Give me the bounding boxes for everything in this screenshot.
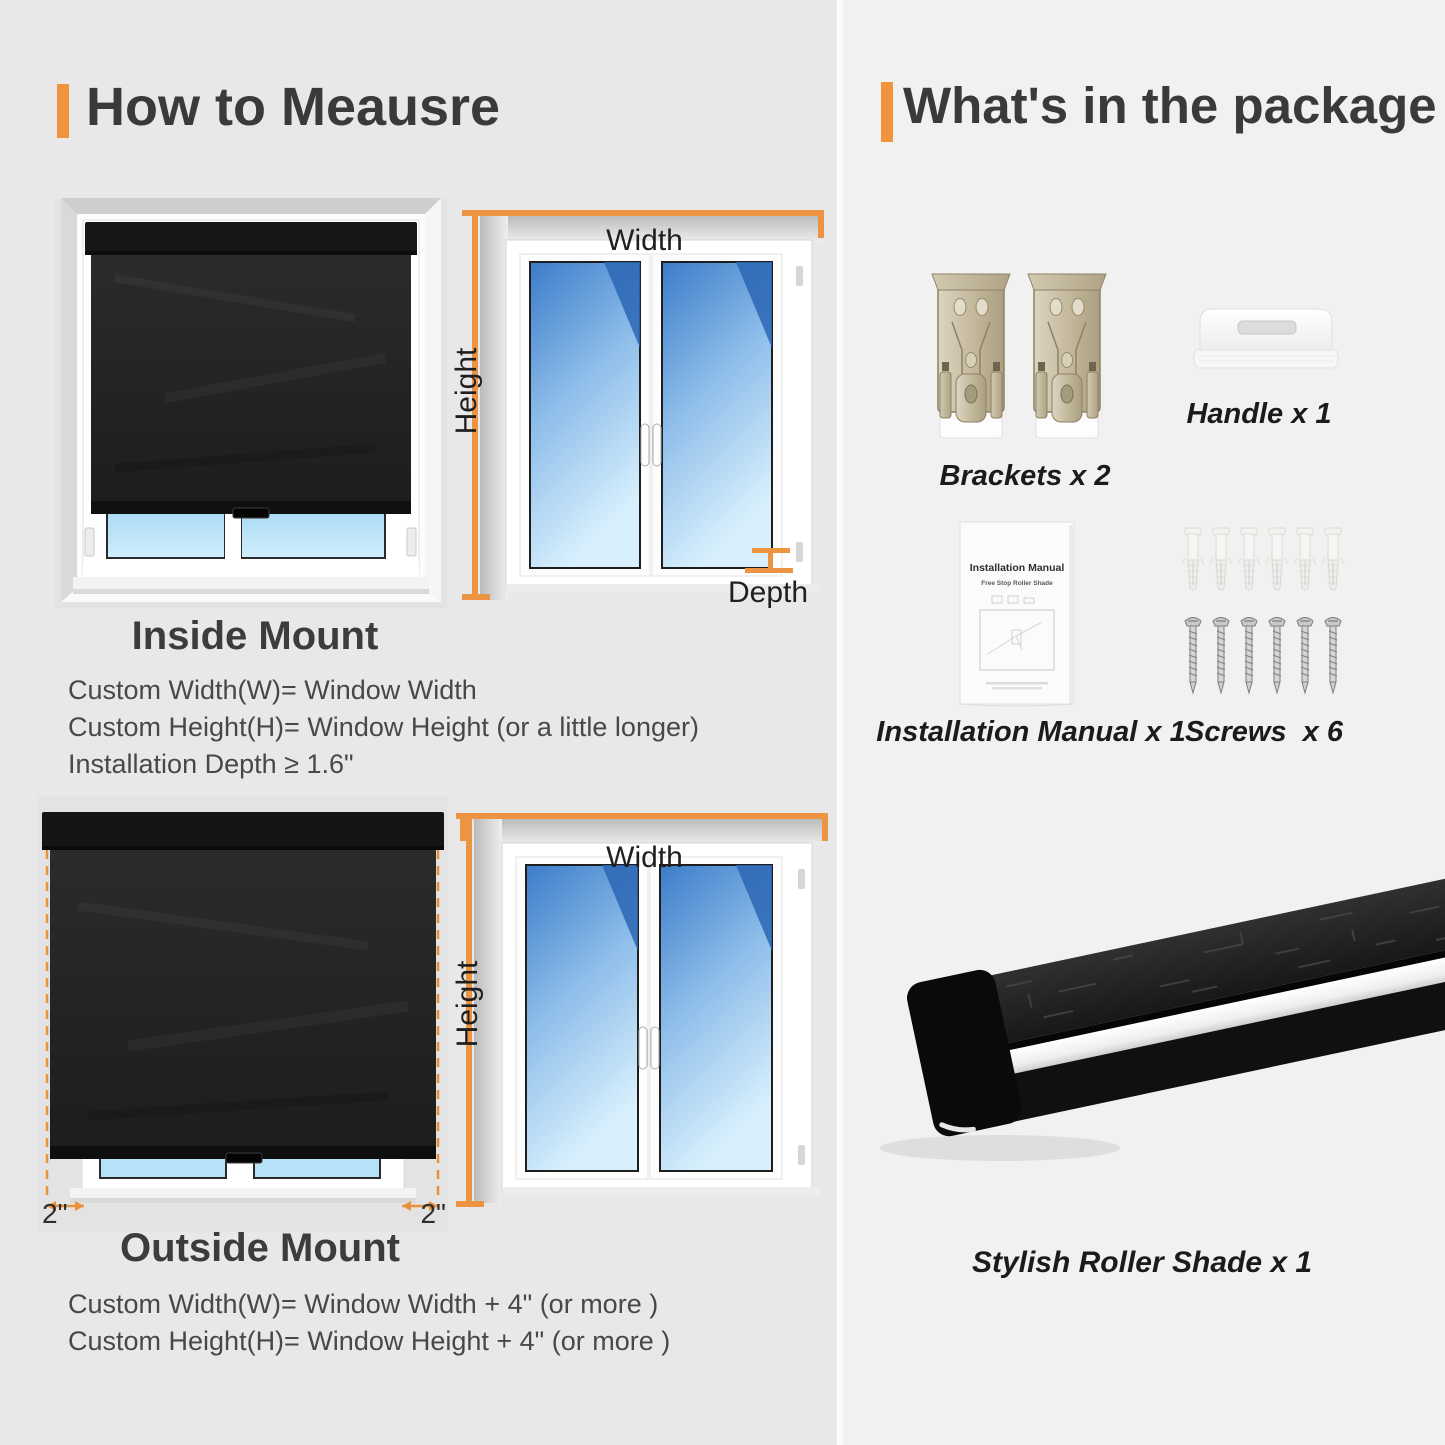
right-section-title: What's in the package [903, 77, 1437, 134]
brackets-image [930, 270, 1110, 448]
height-label: Height [451, 960, 484, 1048]
outside-mount-diagram [452, 795, 837, 1225]
shade-label: Stylish Roller Shade x 1 [971, 1246, 1313, 1279]
left-title-accent-bar [57, 84, 69, 138]
screws-image [1178, 524, 1348, 696]
outside-mount-heading: Outside Mount [120, 1226, 400, 1270]
outside-line-1: Custom Width(W)= Window Width + 4" (or more ) [68, 1289, 659, 1319]
inside-mount-heading: Inside Mount [131, 614, 379, 658]
inside-mount-illustration [55, 198, 447, 608]
roller-shade-illustration [865, 872, 1445, 1184]
width-label: Width [606, 224, 683, 257]
manual-cover-subtitle: Free Stop Roller Shade [981, 580, 1053, 587]
right-title-accent-bar [881, 82, 893, 142]
manual-label: Installation Manual x 1 [876, 716, 1186, 748]
inside-line-1: Custom Width(W)= Window Width [68, 675, 477, 705]
brackets-illustration [930, 270, 1110, 448]
handle-image [1186, 300, 1346, 390]
inside-mount-instructions [68, 672, 699, 783]
screws-label: Screws x 6 [1185, 716, 1343, 748]
outside-line-2: Custom Height(H)= Window Height + 4" (or more ) [68, 1326, 671, 1356]
height-label: Height [450, 347, 483, 435]
screws-illustration [1178, 524, 1348, 696]
inside-line-3: Installation Depth ≥ 1.6" [68, 749, 354, 779]
width-label: Width [606, 841, 683, 874]
brackets-label: Brackets x 2 [939, 460, 1111, 492]
roller-shade-image [865, 872, 1445, 1184]
overhang-right-label: 2" [420, 1198, 446, 1229]
manual-cover-title: Installation Manual [969, 562, 1065, 574]
overhang-left-label: 2" [42, 1198, 68, 1229]
inside-mount-diagram [452, 192, 837, 627]
outside-mount-photo [38, 796, 448, 1232]
manual-illustration [952, 516, 1082, 712]
inside-mount-photo [55, 198, 447, 608]
manual-image [952, 516, 1082, 712]
inside-line-2: Custom Height(H)= Window Height (or a little longer) [68, 712, 699, 742]
handle-label: Handle x 1 [1186, 398, 1332, 430]
panel-divider [837, 0, 843, 1445]
outside-mount-instructions [68, 1286, 670, 1360]
outside-mount-illustration [38, 796, 448, 1232]
depth-label: Depth [728, 576, 809, 609]
handle-illustration [1186, 300, 1346, 390]
left-section-title: How to Meausre [86, 77, 501, 137]
